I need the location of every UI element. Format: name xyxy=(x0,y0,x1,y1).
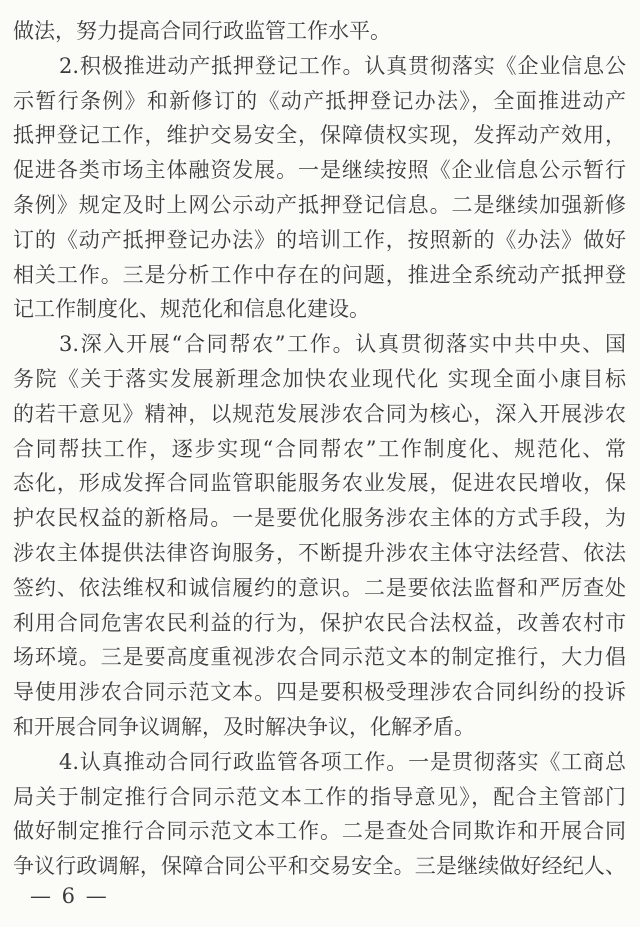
paragraph-2-heading-line: 2.积极推进动产抵押登记工作。认真贯彻落实《企业信息公 xyxy=(59,53,626,78)
document-body xyxy=(13,14,626,884)
text-line: 促进各类市场主体融资发展。一是继续按照《企业信息公示暂行 xyxy=(13,158,626,183)
paragraph-3-heading-line: 3.深入开展“合同帮农”工作。认真贯彻落实中共中央、国 xyxy=(59,332,626,357)
text-line: 订的《动产抵押登记办法》的培训工作，按照新的《办法》做好 xyxy=(13,227,626,252)
text-line: 做法，努力提高合同行政监管工作水平。 xyxy=(13,19,391,43)
text-line: 利用合同危害农民利益的行为，保护农民合法权益，改善农村市 xyxy=(13,610,626,635)
text-line: 争议行政调解，保障合同公平和交易安全。三是继续做好经纪人、 xyxy=(13,854,626,879)
text-line: 条例》规定及时上网公示动产抵押登记信息。二是继续加强新修 xyxy=(13,192,626,217)
text-line: 签约、依法维权和诚信履约的意识。二是要依法监督和严厉查处 xyxy=(13,575,626,600)
text-line: 场环境。三是要高度重视涉农合同示范文本的制定推行，大力倡 xyxy=(13,645,626,670)
text-line: 抵押登记工作，维护交易安全，保障债权实现，发挥动产效用， xyxy=(13,123,626,148)
text-line: 合同帮扶工作，逐步实现“合同帮农”工作制度化、规范化、常 xyxy=(13,436,626,461)
text-line: 相关工作。三是分析工作中存在的问题，推进全系统动产抵押登 xyxy=(13,262,626,287)
text-line: 示暂行条例》和新修订的《动产抵押登记办法》，全面推进动产 xyxy=(13,88,626,113)
text-line: 务院《关于落实发展新理念加快农业现代化 实现全面小康目标 xyxy=(13,366,626,391)
text-line: 的若干意见》精神，以规范发展涉农合同为核心，深入开展涉农 xyxy=(13,401,626,426)
text-line: 导使用涉农合同示范文本。四是要积极受理涉农合同纠纷的投诉 xyxy=(13,680,626,705)
text-line: 局关于制定推行合同示范文本工作的指导意见》，配合主管部门 xyxy=(13,784,626,809)
page-number: — 6 — xyxy=(30,884,109,908)
paragraph-4-heading-line: 4.认真推动合同行政监管各项工作。一是贯彻落实《工商总 xyxy=(59,749,626,774)
text-line: 记工作制度化、规范化和信息化建设。 xyxy=(13,297,370,322)
text-line: 做好制定推行合同示范文本工作。二是查处合同欺诈和开展合同 xyxy=(13,819,626,844)
text-line: 涉农主体提供法律咨询服务，不断提升涉农主体守法经营、依法 xyxy=(13,540,626,565)
text-line: 和开展合同争议调解，及时解决争议，化解矛盾。 xyxy=(13,714,475,739)
text-line: 态化，形成发挥合同监管职能服务农业发展，促进农民增收，保 xyxy=(13,471,626,496)
text-line: 护农民权益的新格局。一是要优化服务涉农主体的方式手段，为 xyxy=(13,506,626,531)
